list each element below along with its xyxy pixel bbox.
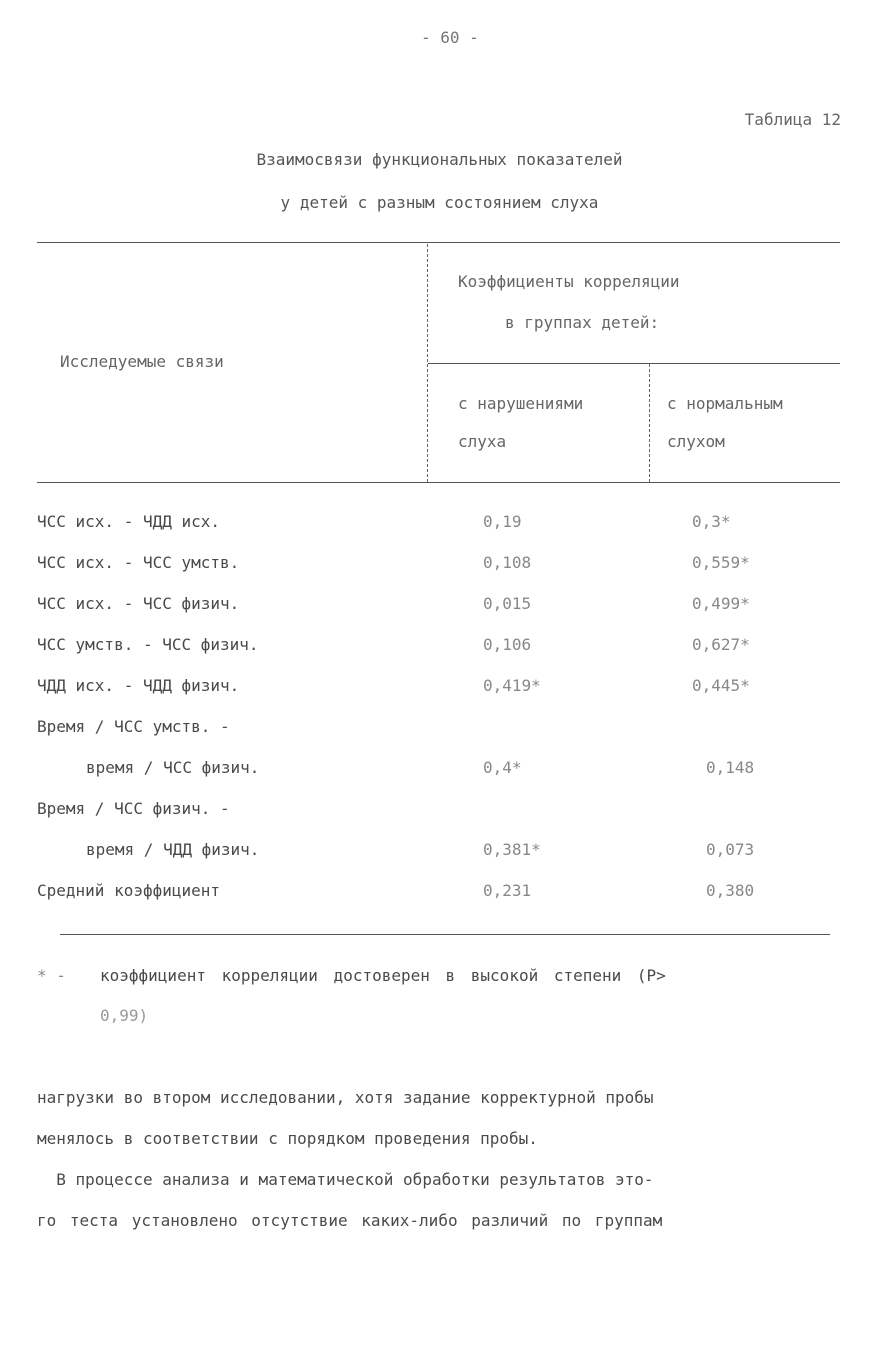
table-bottom-rule: [60, 934, 830, 935]
body-text-line: нагрузки во втором исследовании, хотя задание корректурной пробы: [37, 1088, 654, 1107]
table-top-rule: [37, 242, 840, 243]
header-divider-1: [427, 244, 428, 482]
row-value-impaired: 0,381*: [483, 840, 541, 859]
header-sub-a-line-1: с нарушениями: [458, 394, 584, 413]
footnote-mark: * -: [37, 966, 66, 985]
row-label: Время / ЧСС физич. -: [37, 799, 230, 818]
body-text-line: В процессе анализа и математической обработки результатов это-: [37, 1170, 654, 1189]
row-label: ЧДД исх. - ЧДД физич.: [37, 676, 240, 695]
row-value-normal: 0,073: [706, 840, 755, 859]
row-value-impaired: 0,4*: [483, 758, 522, 777]
row-value-normal: 0,499*: [692, 594, 750, 613]
row-label-continued: время / ЧСС физич.: [86, 758, 260, 777]
table-title-line-2: у детей с разным состоянием слуха: [280, 193, 599, 212]
row-label-continued: время / ЧДД физич.: [86, 840, 260, 859]
row-value-impaired: 0,106: [483, 635, 532, 654]
header-group-line-2: в группах детей:: [505, 313, 660, 332]
row-value-impaired: 0,108: [483, 553, 532, 572]
row-value-impaired: 0,231: [483, 881, 532, 900]
row-label: ЧСС умств. - ЧСС физич.: [37, 635, 259, 654]
row-value-impaired: 0,015: [483, 594, 532, 613]
row-value-normal: 0,559*: [692, 553, 750, 572]
footnote-line-1: коэффициент корреляции достоверен в высокой степени (P>: [100, 966, 666, 985]
header-sub-a-line-2: слуха: [458, 432, 507, 451]
row-value-normal: 0,445*: [692, 676, 750, 695]
row-value-impaired: 0,419*: [483, 676, 541, 695]
header-sub-b-line-2: слухом: [667, 432, 725, 451]
row-label: Время / ЧСС умств. -: [37, 717, 230, 736]
header-sub-b-line-1: с нормальным: [667, 394, 783, 413]
row-value-normal: 0,3*: [692, 512, 731, 531]
body-text-line: менялось в соответствии с порядком проведения пробы.: [37, 1129, 538, 1148]
table-label: Таблица 12: [744, 110, 841, 129]
header-group-line-1: Коэффициенты корреляции: [458, 272, 680, 291]
footnote-line-2: 0,99): [100, 1006, 149, 1025]
row-label: ЧСС исх. - ЧСС физич.: [37, 594, 240, 613]
row-label: ЧСС исх. - ЧДД исх.: [37, 512, 221, 531]
row-value-impaired: 0,19: [483, 512, 522, 531]
row-value-normal: 0,148: [706, 758, 755, 777]
row-label: ЧСС исх. - ЧСС умств.: [37, 553, 240, 572]
page-number: - 60 -: [421, 28, 479, 47]
row-value-normal: 0,380: [706, 881, 755, 900]
table-title-line-1: Взаимосвязи функциональных показателей: [256, 150, 623, 169]
header-group-rule: [428, 363, 840, 364]
header-bottom-rule: [37, 482, 840, 483]
body-text-line: го теста установлено отсутствие каких-либо различий по группам: [37, 1211, 663, 1230]
header-col-links: Исследуемые связи: [60, 352, 224, 371]
row-label: Средний коэффициент: [37, 881, 221, 900]
header-divider-2: [649, 364, 650, 482]
row-value-normal: 0,627*: [692, 635, 750, 654]
